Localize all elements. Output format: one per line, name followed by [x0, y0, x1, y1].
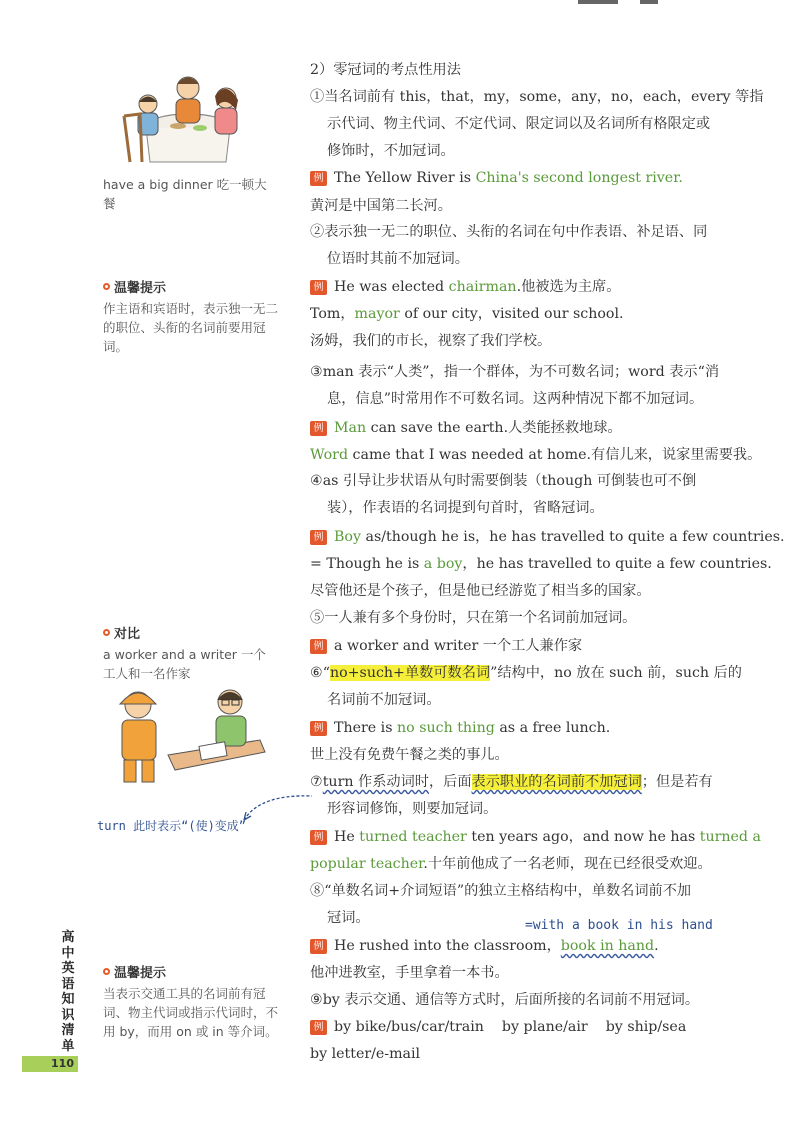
- tip-bullet-icon: [103, 629, 110, 636]
- tip-body: 当表示交通工具的名词前有冠词、物主代词或指示代词时，不用 by，而用 on 或 in 等介词。: [103, 986, 279, 1039]
- tip-bullet-icon: [103, 283, 110, 290]
- rule-6: ⑥“no+such+单数可数名词”结构中，no 放在 such 前，such 后的: [310, 665, 742, 681]
- tip-title: 温馨提示: [114, 966, 167, 981]
- example-7-translation: 尽管他还是个孩子，但是他已经游览了相当多的国家。: [310, 583, 651, 599]
- example-10-cont: popular teacher.十年前他成了一名老师，现在已经很受欢迎。: [310, 856, 712, 872]
- example-badge-icon: 例: [310, 171, 327, 186]
- example-1-translation: 黄河是中国第二长河。: [310, 198, 452, 214]
- rule-1-cont: 示代词、物主代词、不定代词、限定词以及名词所有格限定或: [327, 116, 711, 132]
- rule-4-cont: 装），作表语的名词提到句首时，省略冠词。: [327, 500, 604, 516]
- example-4: 例 Man can save the earth.人类能拯救地球。: [310, 418, 622, 438]
- example-11: 例 He rushed into the classroom，book in hand.: [310, 936, 659, 956]
- example-badge-icon: 例: [310, 280, 327, 295]
- compare-box: [103, 623, 278, 683]
- example-badge-icon: 例: [310, 830, 327, 845]
- example-10: 例 He turned teacher ten years ago，and now he has turned a: [310, 827, 761, 847]
- worker-writer-illustration: [100, 680, 270, 785]
- dinner-illustration: [118, 66, 248, 166]
- rule-2: ②表示独一无二的职位、头衔的名词在句中作表语、补足语、同: [310, 224, 708, 240]
- example-2: 例 He was elected chairman.他被选为主席。: [310, 277, 620, 297]
- handwritten-note: turn 此时表示“(使)变成”: [97, 819, 247, 833]
- example-7: = Though he is a boy，he has travelled to quite a few countries.: [310, 556, 772, 572]
- tip-body: 作主语和宾语时，表示独一无二的职位、头衔的名词前要用冠词。: [103, 301, 279, 354]
- tip-box-2: [103, 962, 278, 1041]
- rule-3-cont: 息，信息”时常用作不可数名词。这两种情况下都不加冠词。: [327, 391, 704, 407]
- tip-bullet-icon: [103, 968, 110, 975]
- rule-7-cont: 形容词修饰，则要加冠词。: [327, 801, 498, 817]
- handwritten-annotation: =with a book in his hand: [525, 918, 713, 933]
- rule-1: ①当名词前有 this，that，my，some，any，no，each，every 等指: [310, 89, 764, 105]
- compare-title: 对比: [114, 627, 141, 642]
- example-badge-icon: 例: [310, 639, 327, 654]
- example-badge-icon: 例: [310, 939, 327, 954]
- rule-8-cont: 冠词。: [327, 910, 370, 926]
- section-heading: 2）零冠词的考点性用法: [310, 62, 461, 78]
- example-5: Word came that I was needed at home.有信儿来，说家里需要我。: [310, 447, 762, 463]
- example-6: 例 Boy as/though he is，he has travelled to quite a few countries.: [310, 527, 785, 547]
- rule-2-cont: 位语时其前不加冠词。: [327, 251, 469, 267]
- example-9: 例 There is no such thing as a free lunch.: [310, 718, 610, 738]
- illustration-caption: [103, 174, 278, 212]
- tip-box-1: [103, 277, 278, 356]
- example-3: Tom，mayor of our city，visited our school.: [310, 306, 624, 322]
- rule-4: ④as 引导让步状语从句时需要倒装（though 可倒装也可不倒: [310, 473, 697, 489]
- example-badge-icon: 例: [310, 421, 327, 436]
- example-3-translation: 汤姆，我们的市长，视察了我们学校。: [310, 333, 552, 349]
- example-1: 例 The Yellow River is China's second longest river.: [310, 168, 683, 188]
- top-edge-mark: [640, 0, 658, 4]
- rule-5: ⑤一人兼有多个身份时，只在第一个名词前加冠词。: [310, 610, 637, 626]
- page-number: 110: [22, 1056, 78, 1072]
- rule-9: ⑨by 表示交通、通信等方式时，后面所接的名词前不用冠词。: [310, 992, 700, 1008]
- example-9-translation: 世上没有免费午餐之类的事儿。: [310, 747, 509, 763]
- rule-8: ⑧“单数名词+介词短语”的独立主格结构中，单数名词前不加: [310, 883, 692, 899]
- rule-6-cont: 名词前不加冠词。: [327, 692, 441, 708]
- example-11-translation: 他冲进教室，手里拿着一本书。: [310, 965, 509, 981]
- top-edge-mark: [578, 0, 618, 4]
- example-13: by letter/e-mail: [310, 1046, 421, 1062]
- example-12: 例 by bike/bus/car/train by plane/air by ship/sea: [310, 1017, 686, 1037]
- example-badge-icon: 例: [310, 1020, 327, 1035]
- rule-7: ⑦turn 作系动词时，后面表示职业的名词前不加冠词；但是若有: [310, 774, 713, 790]
- rule-3: ③man 表示“人类”，指一个群体，为不可数名词；word 表示“消: [310, 364, 720, 380]
- example-badge-icon: 例: [310, 530, 327, 545]
- example-8: 例 a worker and writer 一个工人兼作家: [310, 636, 582, 656]
- book-title-vertical: 高中英语知识清单: [61, 930, 75, 1054]
- compare-body: a worker and a writer 一个工人和一名作家: [103, 647, 266, 681]
- example-badge-icon: 例: [310, 721, 327, 736]
- caption-text: have a big dinner 吃一顿大餐: [103, 177, 267, 211]
- note-arrow: [240, 790, 315, 825]
- tip-title: 温馨提示: [114, 281, 167, 296]
- rule-1-cont: 修饰时，不加冠词。: [327, 143, 455, 159]
